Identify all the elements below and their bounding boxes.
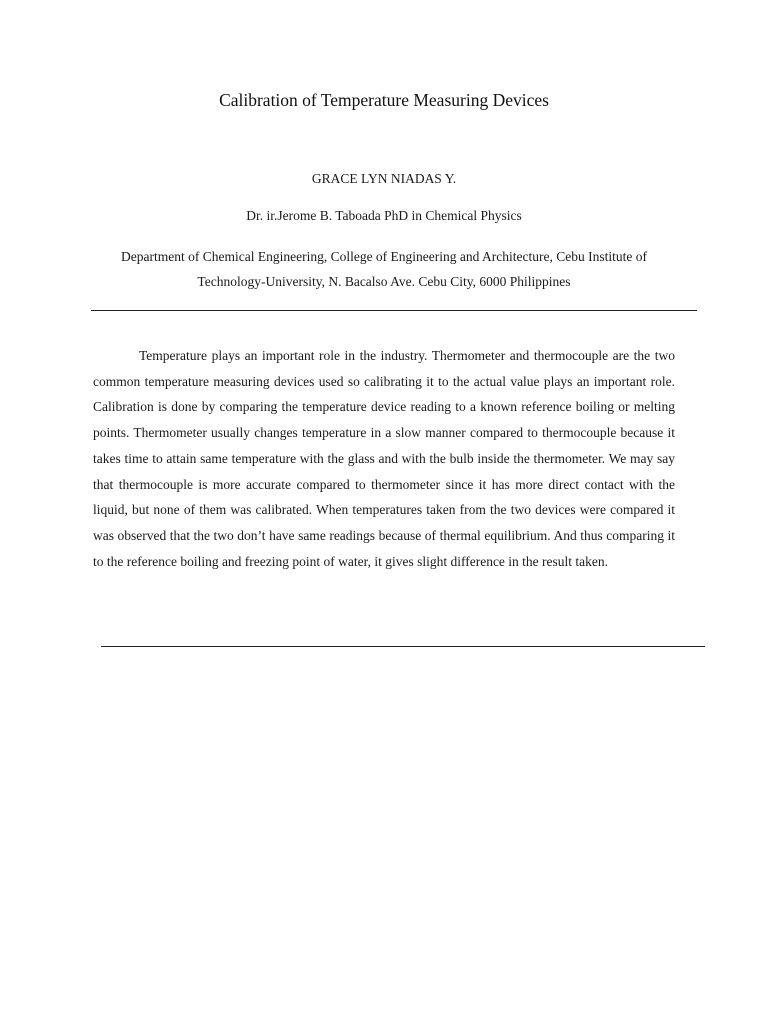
paper-title: Calibration of Temperature Measuring Devices [219, 90, 549, 110]
abstract-paragraph: Temperature plays an important role in the industry. Thermometer and thermocouple are the two common temperature measuring devices used so calibrating it to the actual value plays an important role. Calibration is done by comparing the temperature device reading to a known reference boiling or melting points. Thermometer usually changes temperature in a slow manner compared to thermocouple because it takes time to attain same temperature with the glass and with the bulb inside the thermometer. We may say that thermocouple is more accurate compared to thermometer since it has more direct contact with the liquid, but none of them was calibrated. When temperatures taken from the two devices were compared it was observed that the two don’t have same readings because of thermal equilibrium. And thus comparing it to the reference boiling and freezing point of water, it gives slight difference in the result taken. [93, 348, 675, 569]
top-divider [91, 310, 697, 311]
bottom-divider [101, 646, 705, 647]
affiliation: Department of Chemical Engineering, College of Engineering and Architecture, Cebu Institute of Technology-University, N. Bacalso Ave. Cebu City, 6000 Philippines [121, 249, 647, 289]
advisor-line: Dr. ir.Jerome B. Taboada PhD in Chemical Physics [246, 208, 522, 223]
author-name: GRACE LYN NIADAS Y. [311, 171, 457, 186]
